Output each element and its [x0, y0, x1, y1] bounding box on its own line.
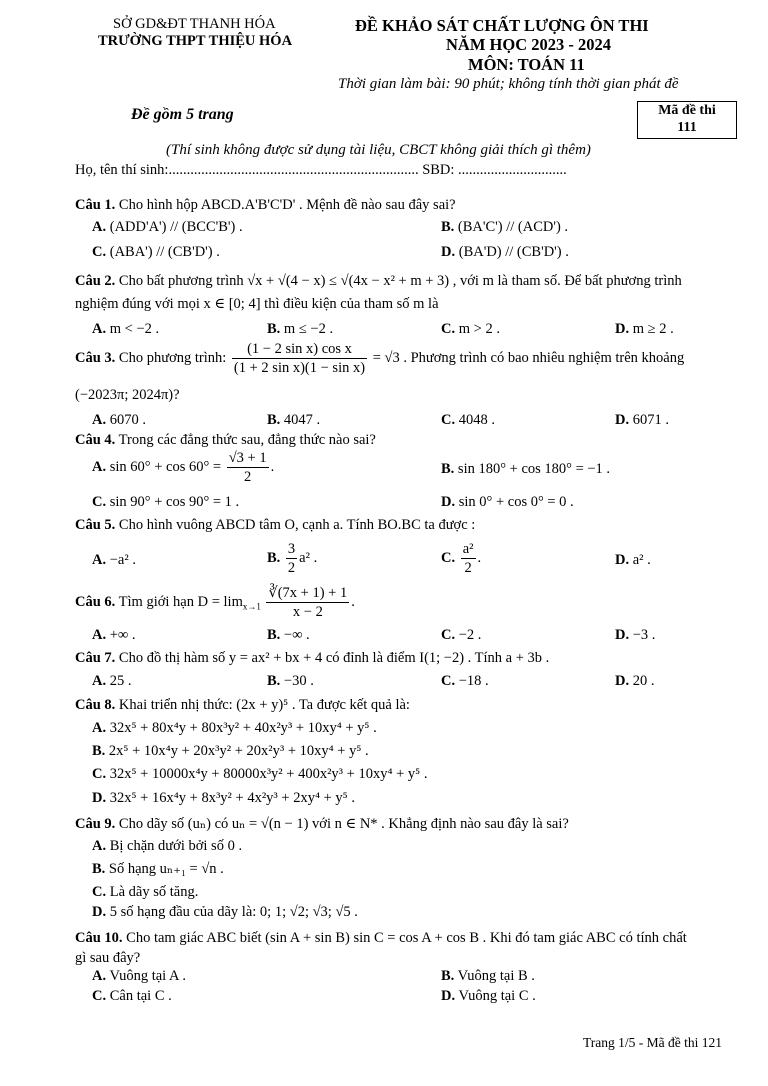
- option-b: B. m ≤ −2 .: [267, 321, 334, 337]
- option-d: D. 6071 .: [615, 412, 669, 428]
- time-note: Thời gian làm bài: 90 phút; không tính thời gian phát đề: [338, 76, 679, 92]
- option-b: B. Số hạng uₙ₊₁ = √n .: [92, 861, 224, 877]
- question-1: [75, 197, 456, 214]
- question-4: Câu 4. Trong các đẳng thức sau, đẳng thức nào sai?: [75, 432, 376, 448]
- question-3: Câu 3. Cho phương trình: $\frac{\text{(1 − 2 sin x) cos x}}{\text{(1 + 2 sin x)(1 − sin x)}}$ = √3 . Phương trình có bao nhiêu nghiệm trên khoảng: [75, 341, 685, 376]
- option-d: D. a² .: [615, 552, 651, 568]
- option-c: C. $\frac{\text{a²}}{2}$ .: [441, 541, 482, 576]
- option-b: B. Vuông tại B .: [441, 968, 535, 984]
- option-d: D. 5 số hạng đầu của dãy là: 0; 1; √2; √3; √5 .: [92, 904, 358, 920]
- exam-code-label: Mã đề thi: [658, 103, 716, 118]
- department-name: SỞ GD&ĐT THANH HÓA: [113, 16, 276, 32]
- option-d: D. sin 0° + cos 0° = 0 .: [441, 494, 574, 510]
- option-c: C. (ABA') // (CB'D') .: [92, 244, 220, 260]
- subject: MÔN: TOÁN 11: [468, 55, 585, 74]
- option-d: D. (BA'D) // (CB'D') .: [441, 244, 569, 260]
- option-b: B. −30 .: [267, 673, 314, 689]
- option-b: B. 4047 .: [267, 412, 321, 428]
- pages-note: Đề gồm 5 trang: [131, 106, 234, 123]
- option-d: D. Vuông tại C .: [441, 988, 536, 1004]
- option-a: A. (ADD'A') // (BCC'B') .: [92, 219, 243, 235]
- school-year: NĂM HỌC 2023 - 2024: [446, 35, 611, 54]
- option-c: C. −2 .: [441, 627, 482, 643]
- option-c: C. Là dãy số tăng.: [92, 884, 199, 900]
- fraction: $\frac{\text{(1 − 2 sin x) cos x}}{\text{(1 + 2 sin x)(1 − sin x)}}$: [233, 341, 366, 376]
- exam-title: ĐỀ KHẢO SÁT CHẤT LƯỢNG ÔN THI: [355, 16, 649, 35]
- school-name: TRƯỜNG THPT THIỆU HÓA: [98, 33, 293, 49]
- option-d: D. m ≥ 2 .: [615, 321, 674, 337]
- option-a: A. m < −2 .: [92, 321, 160, 337]
- question-3-line-2: (−2023π; 2024π)?: [75, 387, 180, 403]
- option-b: B. sin 180° + cos 180° = −1 .: [441, 461, 611, 477]
- question-6: Câu 6. Tìm giới hạn $D = \lim_{x\to 1}$ $\frac{∛(7x + 1) + 1}{x - 2}$ .: [75, 585, 355, 620]
- option-c: C. sin 90° + cos 90° = 1 .: [92, 494, 240, 510]
- option-a: A. −a² .: [92, 552, 136, 568]
- option-a: A. 32x⁵ + 80x⁴y + 80x³y² + 40x²y³ + 10xy⁴ + y⁵ .: [92, 720, 377, 736]
- question-10-line-2: gì sau đây?: [75, 950, 141, 966]
- question-7: Câu 7. Cho đồ thị hàm số y = ax² + bx + 4 có đỉnh là điểm I(1; −2) . Tính a + 3b .: [75, 650, 550, 666]
- option-a: A. 25 .: [92, 673, 132, 689]
- question-5: Câu 5. Cho hình vuông ABCD tâm O, cạnh a. Tính BO.BC ta được :: [75, 517, 476, 533]
- question-label: Câu 1.: [75, 197, 116, 213]
- question-2: Câu 2. Cho bất phương trình √x + √(4 − x) ≤ √(4x − x² + m + 3) , với m là tham số. Để bất phương trình: [75, 273, 682, 289]
- question-9: Câu 9. Cho dãy số (uₙ) có uₙ = √(n − 1) với n ∈ N* . Khẳng định nào sau đây là sai?: [75, 816, 569, 832]
- page-footer: Trang 1/5 - Mã đề thi 121: [583, 1035, 722, 1050]
- question-text: Cho hình hộp ABCD.A'B'C'D' . Mệnh đề nào sau đây sai?: [118, 197, 456, 213]
- option-b: B. −∞ .: [267, 627, 310, 643]
- option-a: A. Bị chặn dưới bởi số 0 .: [92, 838, 243, 854]
- option-a: A. 6070 .: [92, 412, 146, 428]
- option-a: A. Vuông tại A .: [92, 968, 186, 984]
- option-c: C. m > 2 .: [441, 321, 500, 337]
- option-b: B. $\frac{3}{2}$ a² .: [267, 541, 318, 576]
- option-d: D. 32x⁵ + 16x⁴y + 8x³y² + 4x²y³ + 2xy⁴ + y⁵ .: [92, 790, 355, 806]
- question-10: Câu 10. Cho tam giác ABC biết (sin A + sin B) sin C = cos A + cos B . Khi đó tam giác ABC có tính chất: [75, 930, 687, 946]
- candidate-info-line: Họ, tên thí sinh:..................................................................... SBD: ..............................: [75, 162, 567, 178]
- exam-code-value: 111: [677, 120, 697, 135]
- question-2-line-2: nghiệm đúng với mọi x ∈ [0; 4] thì điều kiện của tham số m là: [75, 296, 439, 312]
- exam-code-box: [637, 101, 737, 139]
- option-a: A. sin 60° + cos 60° = $\frac{√3 + 1}{2}$ .: [92, 450, 275, 485]
- option-c: C. Cân tại C .: [92, 988, 172, 1004]
- option-d: D. −3 .: [615, 627, 656, 643]
- option-b: B. (BA'C') // (ACD') .: [441, 219, 569, 235]
- option-c: C. 32x⁵ + 10000x⁴y + 80000x³y² + 400x²y³ + 10xy⁴ + y⁵ .: [92, 766, 428, 782]
- option-b: B. 2x⁵ + 10x⁴y + 20x³y² + 20x²y³ + 10xy⁴ + y⁵ .: [92, 743, 369, 759]
- option-c: C. 4048 .: [441, 412, 495, 428]
- question-8: Câu 8. Khai triển nhị thức: (2x + y)⁵ . Ta được kết quả là:: [75, 697, 410, 713]
- option-c: C. −18 .: [441, 673, 489, 689]
- option-a: A. +∞ .: [92, 627, 136, 643]
- instructions: (Thí sinh không được sử dụng tài liệu, CBCT không giải thích gì thêm): [166, 142, 591, 158]
- option-d: D. 20 .: [615, 673, 655, 689]
